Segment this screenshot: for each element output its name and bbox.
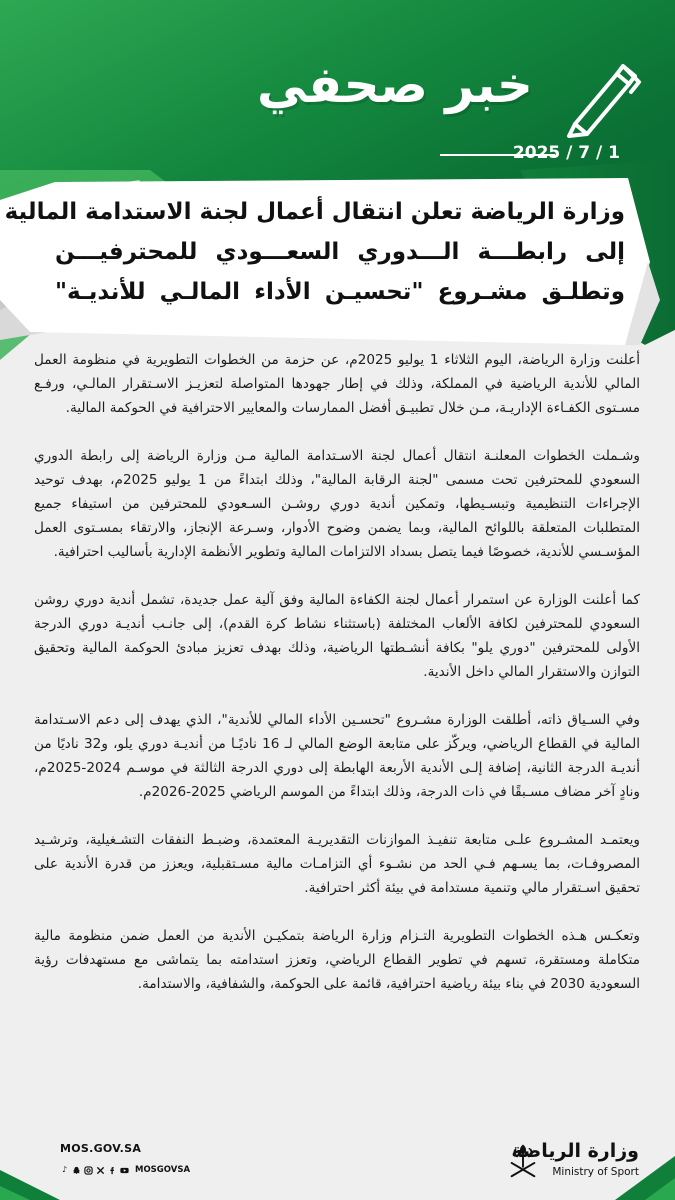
paragraph-5: ويعتمـد المشـروع علـى متابعة تنفيـذ الموازنات التقديريـة المعتمدة، وضبـط النفقات التشـغيلية، وترشـيد المصروفـات، بما يسـهم فـي الحد من نشـوء أي التزامـات مالية مسـتقبلية، ويعزز من قدرة الأندية على تحقيق اسـتقرار مالي وتنمية مستدامة في بيئة أكثر احترافية. — [34, 832, 640, 896]
paragraph-4: وفي السـياق ذاته، أطلقت الوزارة مشـروع "تحسـين الأداء المالي للأندية"، الذي يهدف إلى دعم الاسـتدامة المالية في القطاع الرياضي، ويركّز على متابعة الوضع المالي لـ 16 ناديًـا من أنديـة دوري يلو، و32 ناديًا من أنديـة الدرجة الثانية، إضافة إلـى الأندية الأربعة الهابطة إلى دوري الدرجة الثالثة في موسـم 2024-2025م، ونادٍ آخر مضاف مسـبقًا في ذات الدرجة، وذلك ابتداءً من الموسم الرياضي 2025-2026م. — [34, 712, 640, 800]
website-link[interactable]: MOS.GOV.SA — [60, 1142, 142, 1155]
tiktok-icon[interactable]: ♪ — [61, 1165, 68, 1174]
social-links — [60, 1163, 190, 1177]
headline-line-2: إلى رابطـــة الـــدوري السعـــودي للمحترفيـــن — [55, 239, 625, 265]
snapchat-icon[interactable] — [72, 1166, 81, 1175]
article-body — [34, 348, 640, 1020]
headline — [4, 192, 625, 312]
ministry-logo — [504, 1140, 639, 1185]
paragraph-2: وشـملت الخطوات المعلنـة انتقال أعمال لجنة الاسـتدامة المالية مـن وزارة الرياضة إلى رابطة الدوري السعودي للمحترفين تحت مسمى "لجنة الرقابة المالية"، وذلك ابتداءً من 1 يوليو 2025م، بهدف توحيد الإجراءات التنظيمية وتبسـيطها، وتمكين أندية دوري روشـن السـعودي للمحترفين من استيفاء جميع المتطلبات المتعلقة باللوائح المالية، وبما يضمن وضوح الأدوار، وسـرعة الإنجاز، والارتقاء بمسـتوى العمل المؤسـسي للأندية، خصوصًا فيما يتصل بسداد الالتزامات المالية وتطوير الأنظمة الإدارية بأساليب احترافية. — [34, 448, 640, 560]
paragraph-6: وتعكـس هـذه الخطوات التطويرية التـزام وزارة الرياضة بتمكيـن الأندية من العمل ضمن منظومة مالية متكاملة ومستقرة، تسهم في تطوير القطاع الرياضي، وتعزز استدامته بما يتماشى مع مستهدفات رؤية السعودية 2030 في بناء بيئة رياضية احترافية، قائمة على الحوكمة، والشفافية، والاستدامة. — [34, 928, 640, 992]
paragraph-1: أعلنت وزارة الرياضة، اليوم الثلاثاء 1 يوليو 2025م، عن حزمة من الخطوات التطويرية في منظومة العمل المالي للأندية الرياضية في المملكة، وذلك في إطار جهودها المتواصلة لتعزيـز الاسـتقرار المالـي، ورفـع مسـتوى الكفـاءة الإداريـة، مـن خلال تطبيـق أفضل الممارسات والمعايير الاحترافية في الحوكمة المالية. — [34, 352, 640, 416]
youtube-icon[interactable] — [120, 1166, 129, 1175]
release-date: 2025 / 7 / 1 — [512, 143, 620, 163]
social-handle[interactable]: MOSGOVSA — [135, 1165, 191, 1175]
press-release-label: خبر صحفي — [257, 56, 533, 114]
paragraph-3: كما أعلنت الوزارة عن استمرار أعمال لجنة الكفاءة المالية وفق آلية عمل جديدة، تشمل أندية دوري روشن السعودي للمحترفين لكافة الألعاب المختلفة (باستثناء نشاط كرة القدم)، إلى جانـب أنديـة دوري الدرجة الأولى للمحترفين "دوري يلو" بكافة أنشـطتها الرياضية، وذلك بهدف تعزيز مبادئ الحوكمة المالية وتحقيق التوازن والاستقرار المالي داخل الأندية. — [34, 592, 640, 680]
instagram-icon[interactable] — [84, 1166, 93, 1175]
headline-line-1: وزارة الرياضة تعلن انتقال أعمال لجنة الاستدامة المالية — [4, 199, 625, 225]
ministry-name-arabic: وزارة الرياضة — [511, 1140, 639, 1162]
facebook-icon[interactable] — [108, 1166, 117, 1175]
pen-icon — [555, 52, 645, 142]
ministry-name-english: Ministry of Sport — [552, 1166, 639, 1178]
date-line — [440, 143, 620, 167]
headline-line-3: وتطلـق مشـروع "تحسيـن الأداء المالـي للأنديـة" — [55, 279, 625, 305]
x-icon[interactable] — [96, 1166, 105, 1175]
